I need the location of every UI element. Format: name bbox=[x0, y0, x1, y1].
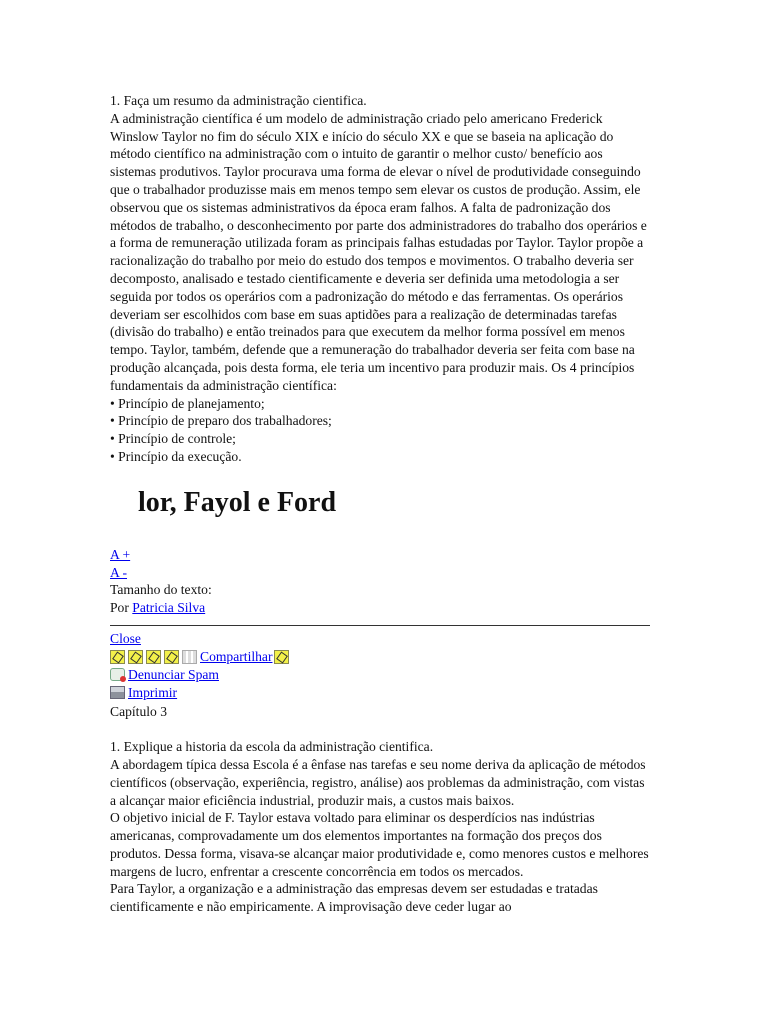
text-size-label: Tamanho do texto: bbox=[110, 582, 212, 598]
chapter-label: Capítulo 3 bbox=[110, 704, 168, 720]
rate-star-icon[interactable] bbox=[128, 650, 143, 664]
history-paragraph: A abordagem típica dessa Escola é a ênfase nas tarefas e seu nome deriva da aplicação de métodos científicos (observação, experiência, registro, análise) aos problemas da administração, com vistas a alcançar maior eficiência industrial, produzir mais, a custos mais baixos. bbox=[110, 756, 646, 808]
document-body bbox=[110, 92, 650, 916]
decrease-text-link[interactable]: A - bbox=[110, 564, 127, 580]
question-text: 1. Faça um resumo da administração cientifica. bbox=[110, 93, 367, 108]
printer-icon[interactable] bbox=[110, 686, 125, 699]
divider bbox=[110, 625, 650, 626]
author-prefix: Por bbox=[110, 600, 129, 616]
author-link[interactable]: Patricia Silva bbox=[132, 600, 206, 616]
principles-list bbox=[110, 395, 650, 466]
share-link[interactable]: Compartilhar bbox=[200, 648, 273, 664]
share-icon bbox=[182, 650, 197, 664]
rate-star-icon[interactable] bbox=[110, 650, 125, 664]
spam-report-icon[interactable] bbox=[110, 668, 125, 681]
summary-paragraph: A administração científica é um modelo de administração criado pelo americano Frederick Winslow Taylor no fim do século XIX e início do século XX e que se baseia na aplicação do método científico na administração com o intuito de garantir o melhor custo/ benefício aos sistemas produtivos. Taylor procurava uma forma de elevar o nível de produtividade conseguindo que o trabalhador produzisse mais em menos tempo sem elevar os custos de produção. Assim, ele observou que os sistemas administrativos da época eram falhos. A falta de padronização dos métodos de trabalho, o desconhecimento por parte dos administradores do trabalho dos operários e a forma de remuneração utilizada foram as principais falhas estudadas por Taylor. Taylor propõe a racionalização do trabalho por meio do estudo dos tempos e movimentos. O trabalho deveria ser decomposto, analisado e testado cientificamente e deveria ser definida uma metodologia a ser seguida por todos os operários com a padronização do método e das ferramentas. Os operários deveriam ser escolhidos com base em suas aptidões para a realização de determinadas tarefas (divisão do trabalho) e então treinados para que executem da melhor forma possível em menos tempo. Taylor, também, defende que a remuneração do trabalhador deveria ser feita com base na produção alcançada, pois desta forma, ele teria um incentivo para produzir mais. Os 4 princípios fundamentais da administração científica: bbox=[110, 110, 647, 393]
print-link[interactable]: Imprimir bbox=[128, 684, 178, 700]
rate-star-icon[interactable] bbox=[146, 650, 161, 664]
author-line bbox=[110, 599, 650, 617]
increase-text-link[interactable]: A + bbox=[110, 546, 131, 562]
report-spam-row bbox=[110, 666, 650, 684]
share-toolbar bbox=[110, 630, 650, 721]
article-history bbox=[110, 738, 650, 916]
list-item: • Princípio de planejamento; bbox=[110, 395, 650, 413]
page-title: lor, Fayol e Ford bbox=[138, 486, 337, 518]
close-link[interactable]: Close bbox=[110, 630, 141, 646]
text-size-controls bbox=[110, 546, 650, 617]
list-item: • Princípio de controle; bbox=[110, 430, 650, 448]
rate-star-icon[interactable] bbox=[164, 650, 179, 664]
print-row bbox=[110, 684, 650, 702]
rating-share-row bbox=[110, 648, 650, 666]
history-paragraph: Para Taylor, a organização e a administração das empresas devem ser estudadas e tratadas cientificamente e não empiricamente. A improvisação deve ceder lugar ao bbox=[110, 881, 598, 915]
question-text: 1. Explique a historia da escola da administração cientifica. bbox=[110, 739, 434, 755]
list-item: • Princípio da execução. bbox=[110, 448, 650, 466]
list-item: • Princípio de preparo dos trabalhadores; bbox=[110, 412, 650, 430]
article-summary bbox=[110, 92, 650, 466]
dropdown-icon[interactable] bbox=[274, 650, 289, 664]
report-spam-link[interactable]: Denunciar Spam bbox=[128, 666, 219, 682]
history-paragraph: O objetivo inicial de F. Taylor estava voltado para eliminar os desperdícios nas indústrias americanas, comprovadamente um dos elementos importantes na formação dos preços dos produtos. Dessa forma, visava-se alcançar maior produtividade e, como menores custos e melhores margens de lucro, enfrentar a crescente concorrência em todos os mercados. bbox=[110, 810, 649, 879]
